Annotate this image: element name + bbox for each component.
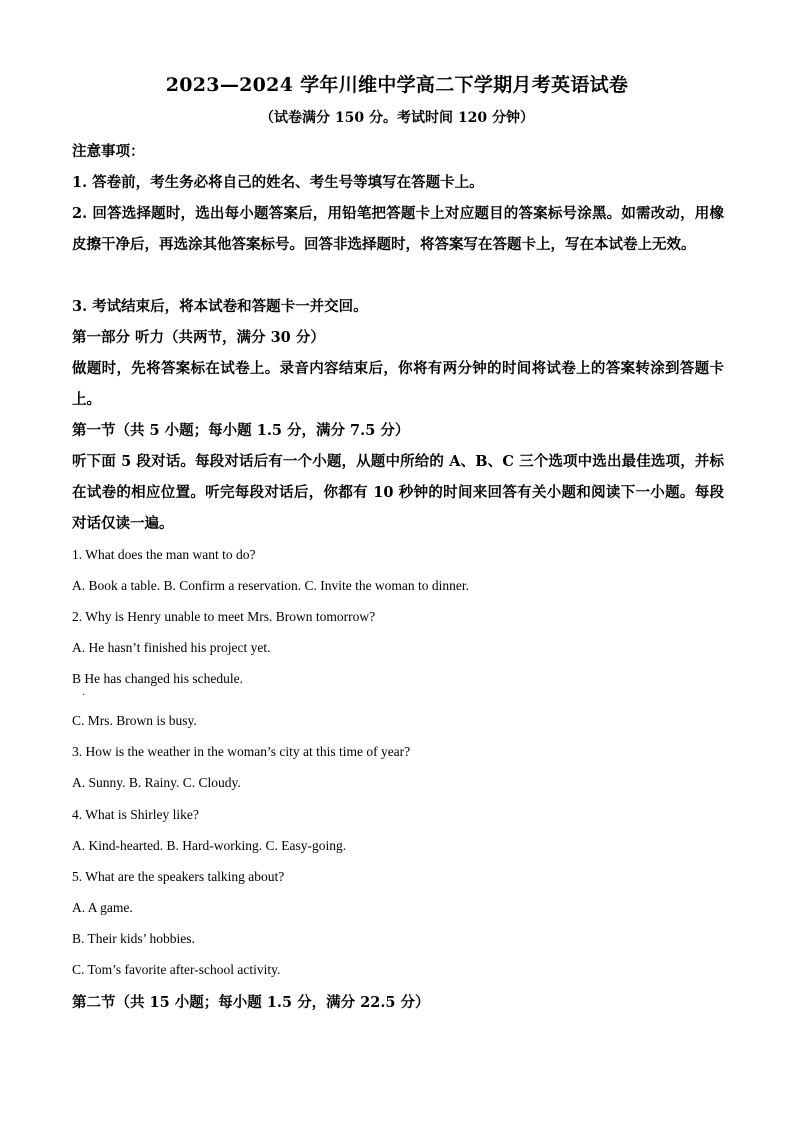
question-2-option-a: A. He hasn’t finished his project yet. [72, 640, 271, 655]
notice-item-3: 3. 考试结束后，将本试卷和答题卡一并交回。 [72, 298, 368, 315]
question-3: 3. How is the weather in the woman’s city at this time of year? [72, 744, 411, 759]
section2-heading: 第二节（共 15 小题；每小题 1.5 分，满分 22.5 分） [72, 994, 430, 1011]
question-5-option-a: A. A game. [72, 900, 133, 915]
question-5-option-b: B. Their kids’ hobbies. [72, 931, 195, 946]
part1-instruction: 做题时，先将答案标在试卷上。录音内容结束后，你将有两分钟的时间将试卷上的答案转涂到答题卡上。 [72, 360, 724, 408]
question-5: 5. What are the speakers talking about? [72, 869, 285, 884]
exam-title: 2023—2024 学年川维中学高二下学期月考英语试卷 [165, 74, 629, 96]
section1-heading: 第一节（共 5 小题；每小题 1.5 分，满分 7.5 分） [72, 422, 410, 439]
question-2-option-b: B He has changed his schedule. [72, 671, 243, 686]
notice-item-2: 2. 回答选择题时，选出每小题答案后，用铅笔把答题卡上对应题目的答案标号涂黑。如需改动，用橡皮擦干净后，再选涂其他答案标号。回答非选择题时，将答案写在答题卡上，写在本试卷上无效。 [72, 205, 724, 253]
question-1-options: A. Book a table. B. Confirm a reservation. C. Invite the woman to dinner. [72, 578, 470, 593]
notice-item-1: 1. 答卷前，考生务必将自己的姓名、考生号等填写在答题卡上。 [72, 174, 484, 191]
question-1: 1. What does the man want to do? [72, 547, 256, 562]
notice-heading: 注意事项： [72, 143, 145, 160]
section1-instruction: 听下面 5 段对话。每段对话后有一个小题，从题中所给的 A、B、C 三个选项中选出最佳选项，并标在试卷的相应位置。听完每段对话后，你都有 10 秒钟的时间来回答有关小题和阅读下一小题。每段对话仅读一遍。 [72, 453, 724, 532]
question-2-option-c: C. Mrs. Brown is busy. [72, 713, 197, 728]
question-2: 2. Why is Henry unable to meet Mrs. Brown tomorrow? [72, 609, 376, 624]
exam-subtitle: （试卷满分 150 分。考试时间 120 分钟） [260, 110, 534, 126]
part1-heading: 第一部分 听力（共两节，满分 30 分） [72, 329, 325, 346]
question-4: 4. What is Shirley like? [72, 807, 199, 822]
question-4-options: A. Kind-hearted. B. Hard-working. C. Easy-going. [72, 838, 347, 853]
question-5-option-c: C. Tom’s favorite after-school activity. [72, 962, 281, 977]
stray-dot-mark: · [82, 690, 86, 701]
question-3-options: A. Sunny. B. Rainy. C. Cloudy. [72, 775, 241, 790]
